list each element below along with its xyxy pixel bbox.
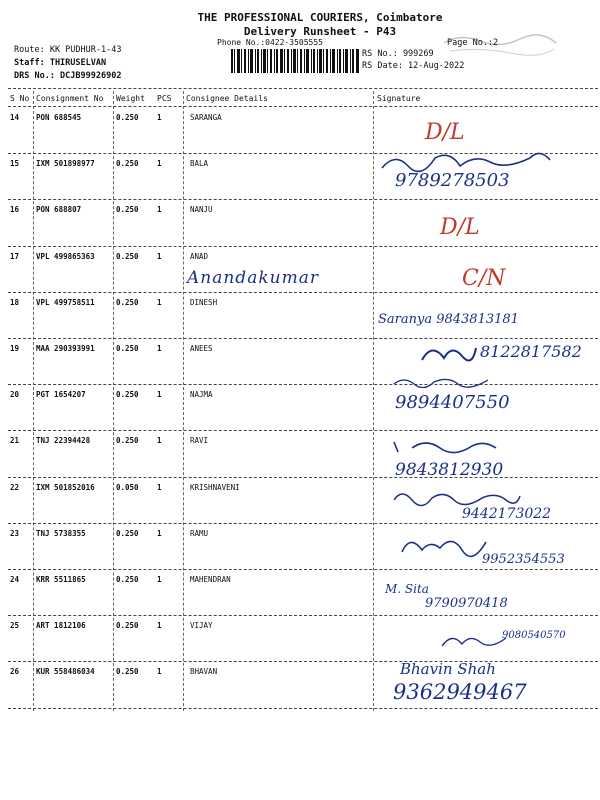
route-label: Route: KK PUDHUR-1-43 bbox=[14, 45, 122, 55]
consignee-name: RAMU bbox=[190, 528, 209, 538]
handwritten-signature bbox=[392, 374, 492, 388]
weight-value: 0.250 bbox=[116, 159, 139, 169]
consignee-name: NANJU bbox=[190, 205, 213, 215]
table-row bbox=[0, 570, 600, 616]
phone-number: Phone No.:0422-3505555 bbox=[217, 38, 323, 47]
handwritten-phone: 9894407550 bbox=[395, 392, 510, 413]
pieces-count: 1 bbox=[157, 113, 162, 122]
pieces-count: 1 bbox=[157, 205, 162, 215]
weight-value: 0.250 bbox=[116, 297, 139, 307]
consignee-name: SARANGA bbox=[190, 113, 222, 122]
header-rule-top bbox=[8, 88, 598, 89]
rs-number: RS No.: 999269 bbox=[362, 49, 434, 59]
consignment-number: TNJ 5738355 bbox=[36, 528, 86, 538]
handwritten-note: D/L bbox=[440, 215, 480, 240]
consignee-name: VIJAY bbox=[190, 621, 213, 631]
pieces-count: 1 bbox=[157, 251, 162, 261]
col-header-consignment: Consignment No bbox=[36, 94, 104, 103]
consignment-number: IXM 501852016 bbox=[36, 482, 95, 492]
handwritten-phone: 9843812930 bbox=[395, 460, 504, 480]
handwritten-signature bbox=[392, 436, 502, 456]
consignee-name: BHAVAN bbox=[190, 667, 218, 677]
table-row bbox=[0, 431, 600, 477]
consignee-name: NAJMA bbox=[190, 390, 213, 400]
weight-value: 0.250 bbox=[116, 621, 139, 631]
consignee-name: KRISHNAVENI bbox=[190, 482, 240, 492]
handwritten-signature bbox=[400, 532, 490, 558]
handwritten-phone: 9080540570 bbox=[502, 630, 566, 641]
consignee-name: DINESH bbox=[190, 297, 218, 307]
runsheet-subtitle: Delivery Runsheet - P43 bbox=[243, 25, 397, 38]
page-number: Page No.:2 bbox=[447, 38, 499, 48]
consignment-number: VPL 499865363 bbox=[36, 251, 95, 261]
handwritten-phone: 9362949467 bbox=[393, 680, 527, 704]
consignment-number: MAA 290393991 bbox=[36, 344, 95, 353]
serial-number: 21 bbox=[10, 436, 20, 446]
consignment-number: PON 688807 bbox=[36, 205, 82, 215]
serial-number: 14 bbox=[10, 113, 20, 122]
consignment-number: VPL 499758511 bbox=[36, 297, 95, 307]
serial-number: 25 bbox=[10, 621, 20, 631]
serial-number: 16 bbox=[10, 205, 20, 215]
company-title: THE PROFESSIONAL COURIERS, Coimbatore bbox=[197, 11, 443, 24]
pieces-count: 1 bbox=[157, 390, 162, 400]
weight-value: 0.050 bbox=[116, 482, 139, 492]
weight-value: 0.250 bbox=[116, 390, 139, 400]
pieces-count: 1 bbox=[157, 482, 162, 492]
handwritten-phone: 9790970418 bbox=[425, 596, 508, 611]
handwritten-signature bbox=[392, 486, 522, 508]
handwritten-note: C/N bbox=[462, 266, 506, 291]
weight-value: 0.250 bbox=[116, 251, 139, 261]
pieces-count: 1 bbox=[157, 667, 162, 677]
pieces-count: 1 bbox=[157, 575, 162, 584]
consignee-name: MAHENDRAN bbox=[190, 575, 231, 584]
col-header-consignee: Consignee Details bbox=[186, 94, 268, 103]
consignee-name: ANAD bbox=[190, 251, 209, 261]
rs-date: RS Date: 12-Aug-2022 bbox=[362, 61, 465, 71]
pieces-count: 1 bbox=[157, 528, 162, 538]
handwritten-phone: 9442173022 bbox=[462, 506, 552, 522]
handwritten-signature bbox=[418, 340, 478, 366]
serial-number: 23 bbox=[10, 528, 20, 538]
pieces-count: 1 bbox=[157, 436, 162, 446]
serial-number: 19 bbox=[10, 344, 20, 353]
handwritten-phone: 9789278503 bbox=[395, 170, 510, 191]
col-header-signature: Signature bbox=[377, 94, 421, 103]
weight-value: 0.250 bbox=[116, 113, 139, 122]
consignment-number: PGT 1654207 bbox=[36, 390, 86, 400]
serial-number: 20 bbox=[10, 390, 20, 400]
weight-value: 0.250 bbox=[116, 667, 139, 677]
col-header-sno: S No bbox=[10, 94, 30, 103]
weight-value: 0.250 bbox=[116, 436, 139, 446]
col-header-weight: Weight bbox=[116, 94, 145, 103]
handwritten-name: Bhavin Shah bbox=[400, 660, 496, 678]
pieces-count: 1 bbox=[157, 297, 162, 307]
consignment-number: IXM 501898977 bbox=[36, 159, 95, 169]
table-row bbox=[0, 385, 600, 431]
handwritten-phone: 8122817582 bbox=[480, 342, 582, 361]
weight-value: 0.250 bbox=[116, 575, 139, 584]
weight-value: 0.250 bbox=[116, 344, 139, 353]
row-divider bbox=[8, 708, 598, 709]
weight-value: 0.250 bbox=[116, 205, 139, 215]
consignment-number: KUR 558486034 bbox=[36, 667, 95, 677]
pieces-count: 1 bbox=[157, 159, 162, 169]
barcode-image bbox=[231, 49, 359, 73]
serial-number: 18 bbox=[10, 297, 20, 307]
weight-value: 0.250 bbox=[116, 528, 139, 538]
consignment-number: ART 1812106 bbox=[36, 621, 86, 631]
handwritten-signature bbox=[440, 630, 510, 650]
serial-number: 17 bbox=[10, 251, 20, 261]
consignment-number: PON 688545 bbox=[36, 113, 82, 122]
handwritten-phone: 9952354553 bbox=[482, 552, 565, 567]
consignee-name: ANEES bbox=[190, 344, 213, 353]
handwritten-note: D/L bbox=[425, 120, 465, 145]
col-header-pcs: PCS bbox=[157, 94, 172, 103]
serial-number: 15 bbox=[10, 159, 20, 169]
consignment-number: TNJ 22394428 bbox=[36, 436, 91, 446]
header-rule-bottom bbox=[8, 106, 598, 107]
staff-label: Staff: THIRUSELVAN bbox=[14, 58, 107, 68]
handwritten-name: Anandakumar bbox=[187, 268, 319, 288]
serial-number: 26 bbox=[10, 667, 20, 677]
serial-number: 22 bbox=[10, 482, 20, 492]
pieces-count: 1 bbox=[157, 344, 162, 353]
handwritten-signature-phone: Saranya 9843813181 bbox=[378, 312, 519, 327]
consignment-number: KRR 5511865 bbox=[36, 575, 86, 584]
pieces-count: 1 bbox=[157, 621, 162, 631]
consignee-name: RAVI bbox=[190, 436, 209, 446]
serial-number: 24 bbox=[10, 575, 20, 584]
handwritten-signature: M. Sita bbox=[385, 582, 429, 596]
consignee-name: BALA bbox=[190, 159, 209, 169]
drs-number: DRS No.: DCJB99926902 bbox=[14, 71, 122, 81]
table-row bbox=[0, 200, 600, 246]
